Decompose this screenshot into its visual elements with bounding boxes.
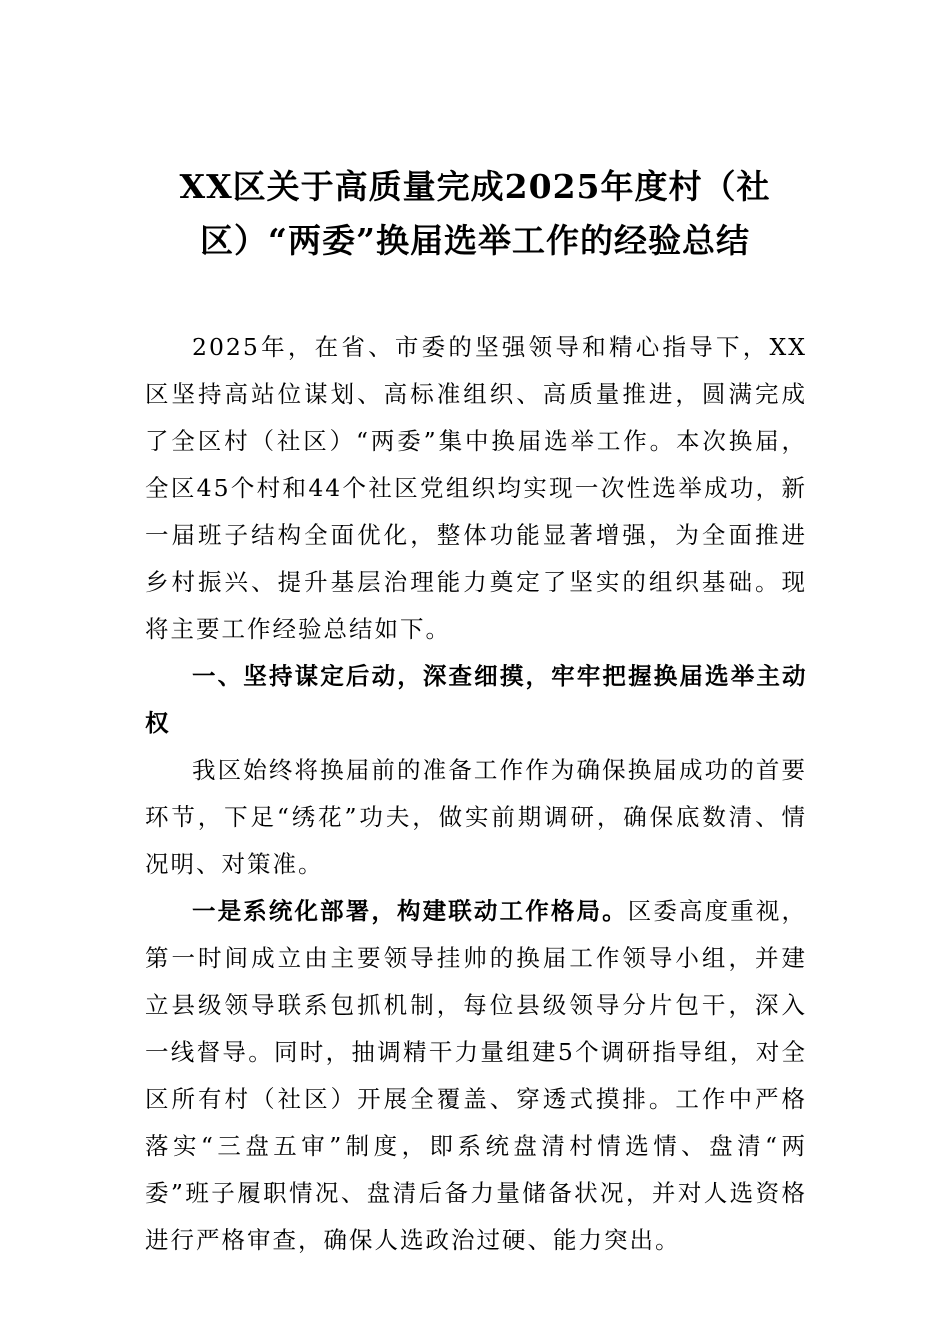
document-title: XX区关于高质量完成2025年度村（社区）“两委”换届选举工作的经验总结 bbox=[179, 167, 771, 260]
point-paragraph bbox=[145, 888, 807, 1264]
section-heading: 一、坚持谋定后动，深查细摸，牢牢把握换届选举主动权 bbox=[145, 662, 807, 737]
section-intro-paragraph: 我区始终将换届前的准备工作作为确保换届成功的首要环节，下足“绣花”功夫，做实前期调研，确保底数清、情况明、对策准。 bbox=[145, 756, 807, 878]
document-body bbox=[145, 324, 807, 1264]
point-lead: 一是系统化部署，构建联动工作格局。 bbox=[192, 897, 628, 925]
point-body: 区委高度重视，第一时间成立由主要领导挂帅的换届工作领导小组，并建立县级领导联系包抓机制，每位县级领导分片包干，深入一线督导。同时，抽调精干力量组建5个调研指导组，对全区所有村（社区）开展全覆盖、穿透式摸排。工作中严格落实“三盘五审”制度，即系统盘清村情选情、盘清“两委”班子履职情况、盘清后备力量储备状况，并对人选资格进行严格审查，确保人选政治过硬、能力突出。 bbox=[145, 897, 808, 1254]
intro-paragraph: 2025年，在省、市委的坚强领导和精心指导下，XX区坚持高站位谋划、高标准组织、高质量推进，圆满完成了全区村（社区）“两委”集中换届选举工作。本次换届，全区45个村和44个社区党组织均实现一次性选举成功，新一届班子结构全面优化，整体功能显著增强，为全面推进乡村振兴、提升基层治理能力奠定了坚实的组织基础。现将主要工作经验总结如下。 bbox=[145, 333, 807, 643]
